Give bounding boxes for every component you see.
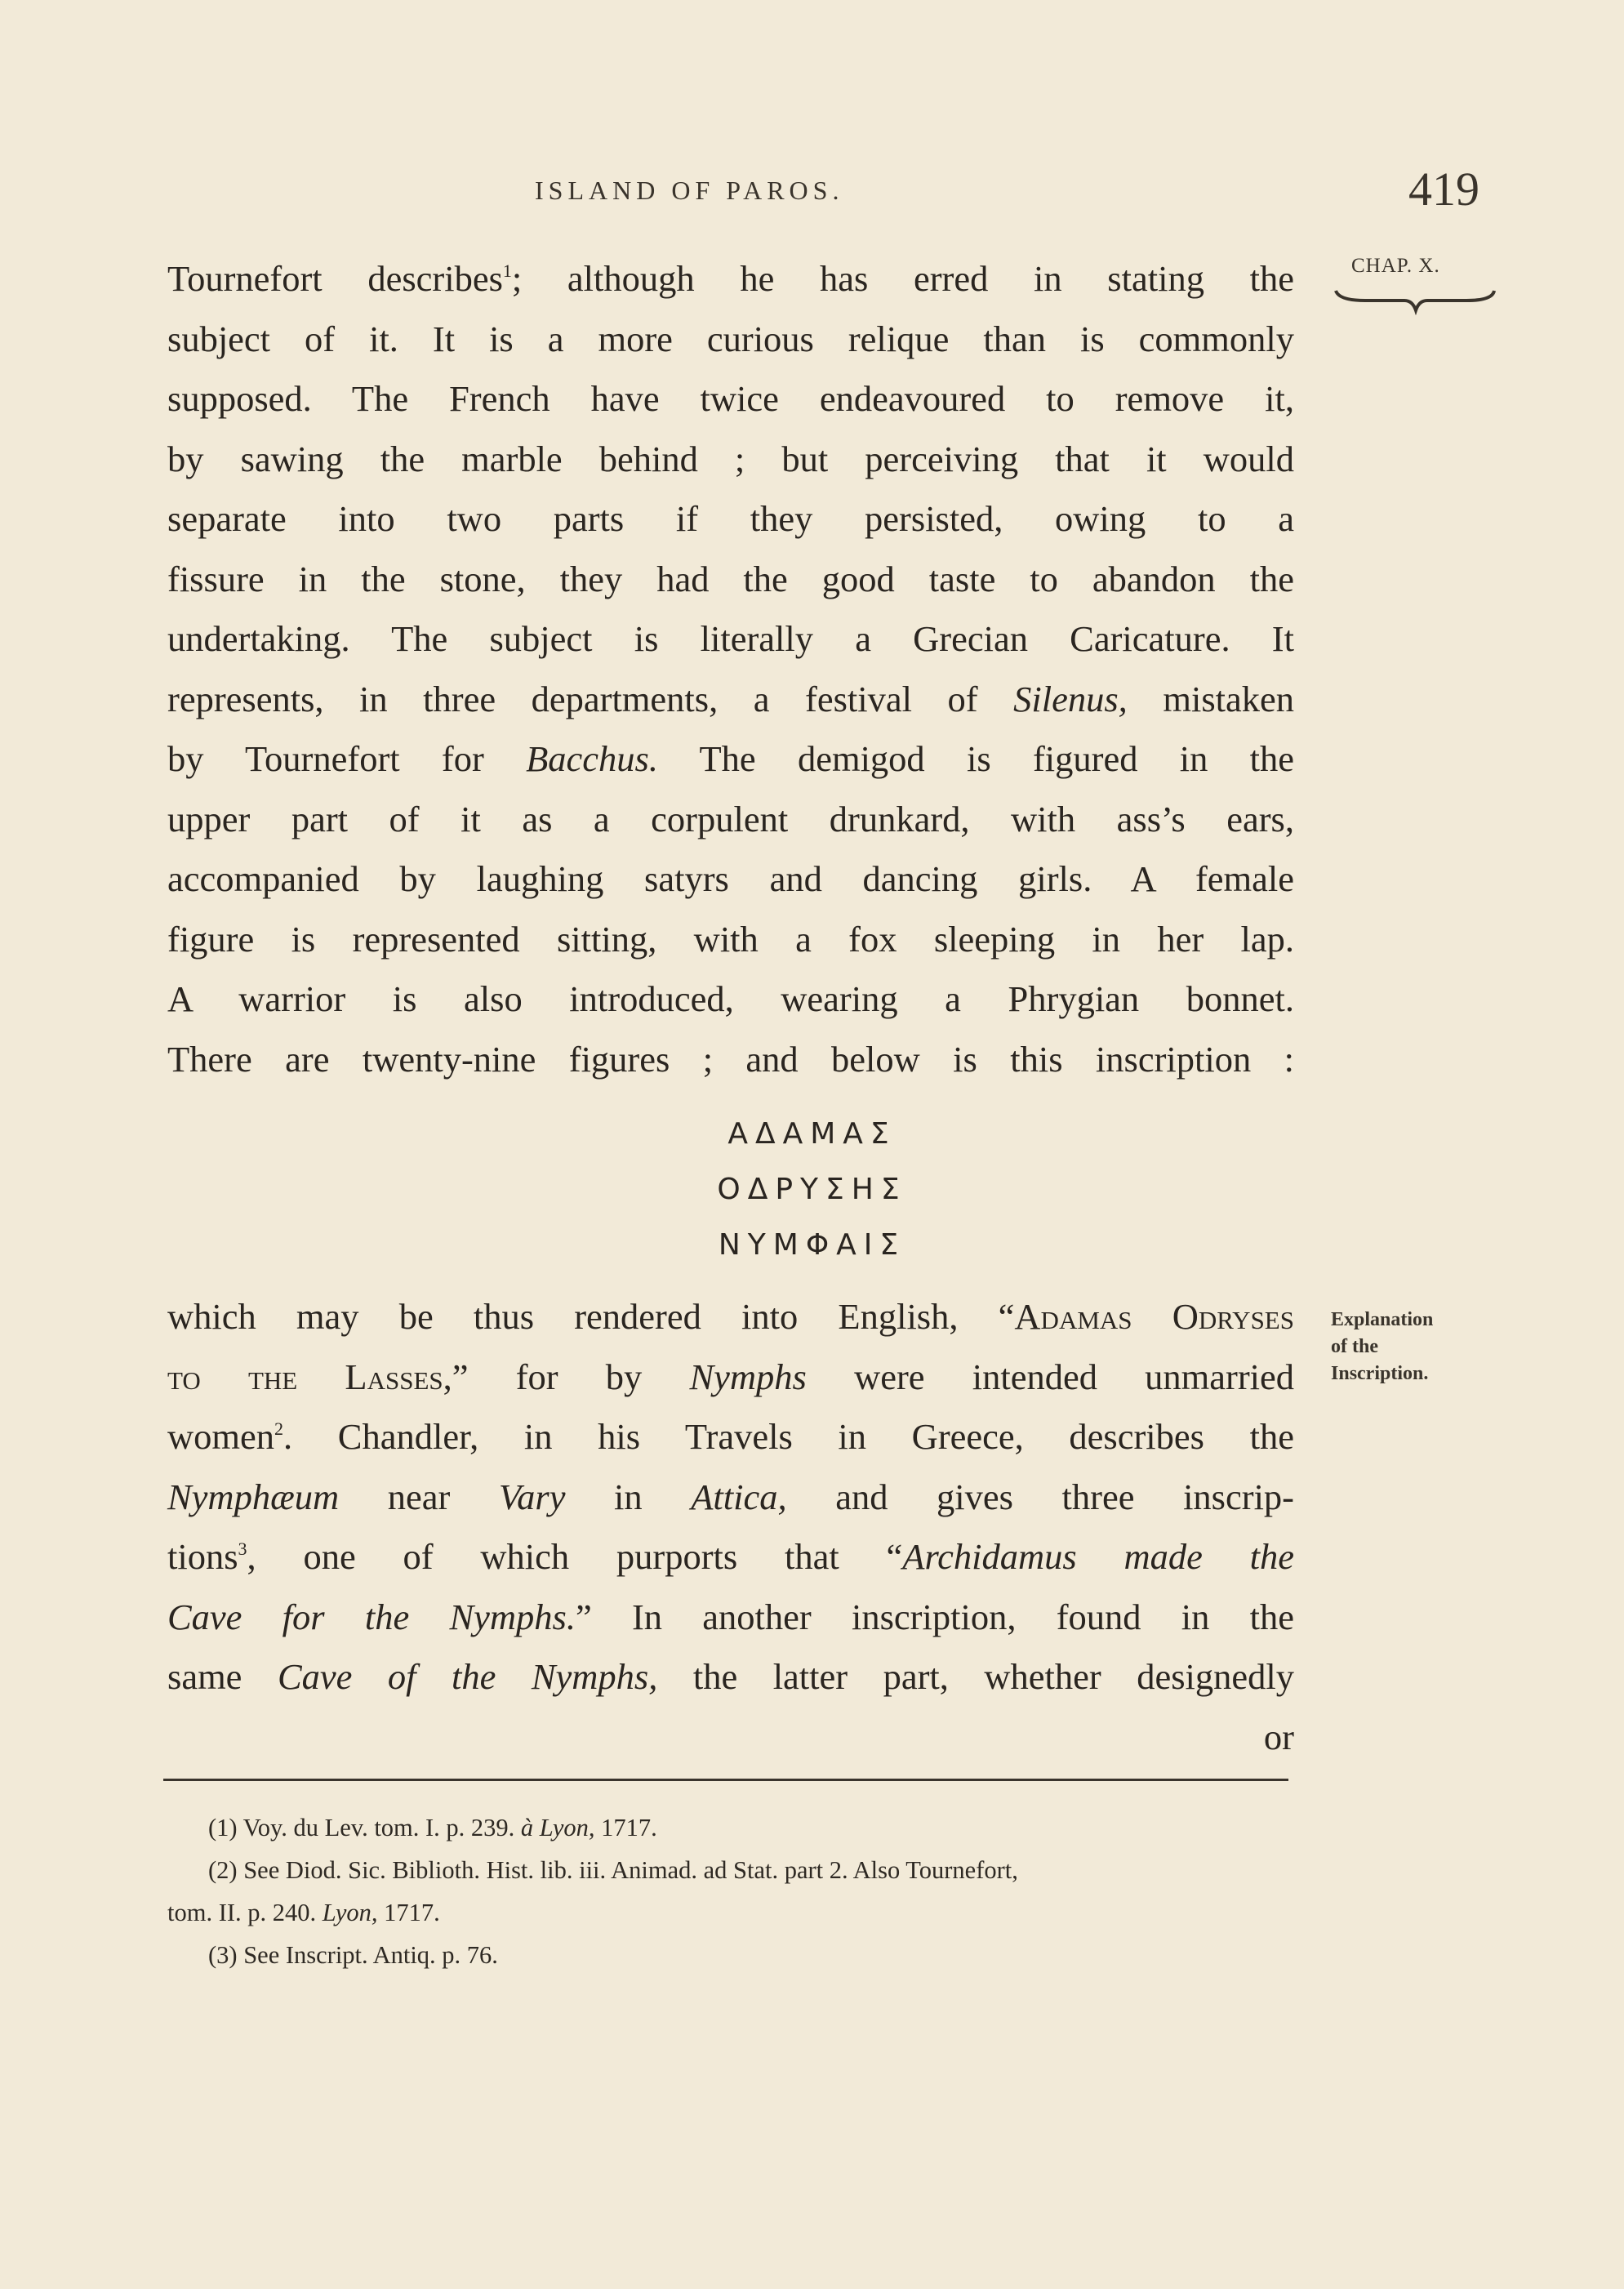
catchword: or [1263, 1716, 1294, 1757]
text-line: by sawing the marble behind ; but perceiving that it would [167, 438, 1294, 479]
footnote-2-continued: tom. II. p. 240. Lyon, 1717. [167, 1899, 440, 1926]
text-line: separate into two parts if they persisted, owing to a [167, 498, 1294, 539]
text-line: same Cave of the Nymphs, the latter part, whether designedly [167, 1656, 1294, 1697]
footnote-ref-1: 1 [502, 261, 512, 281]
text-line: undertaking. The subject is literally a Grecian Caricature. It [167, 618, 1294, 659]
brace-ornament [1333, 287, 1496, 315]
margin-note-line: Explanation [1331, 1309, 1434, 1330]
footnote-ref-3: 3 [238, 1539, 247, 1559]
text-line: upper part of it as a corpulent drunkard, with ass’s ears, [167, 798, 1294, 839]
footnotes [167, 1806, 1294, 1976]
footnote-1: (1) Voy. du Lev. tom. I. p. 239. à Lyon, 1717. [208, 1814, 657, 1841]
footnote-2: (2) See Diod. Sic. Biblioth. Hist. lib. iii. Animad. ad Stat. part 2. Also Tournefort, [208, 1856, 1018, 1884]
margin-note-line: Inscription. [1331, 1363, 1429, 1384]
text-line: A warrior is also introduced, wearing a Phrygian bonnet. [167, 978, 1294, 1019]
text-line: Cave for the Nymphs.” In another inscription, found in the [167, 1596, 1294, 1637]
text-line: accompanied by laughing satyrs and dancing girls. A female [167, 858, 1294, 899]
footnote-rule [163, 1779, 1288, 1781]
inscription-line-2: ΟΔΡΥΣΗΣ [717, 1173, 907, 1206]
text-line: by Tournefort for Bacchus. The demigod is figured in the [167, 738, 1294, 779]
text-line: tions$^3$, one of which purports that “Archidamus made the [167, 1536, 1295, 1577]
main-text-block-2 [167, 1287, 1294, 1767]
text-line: which may be thus rendered into English, “Adamas Odryses [167, 1296, 1294, 1337]
margin-chapter-label: CHAP. X. [1351, 255, 1440, 277]
main-text-block-1 [167, 249, 1294, 1089]
inscription-line-3: ΝΥΜΦΑΙΣ [718, 1228, 906, 1262]
text-line: subject of it. It is a more curious relique than is commonly [167, 318, 1294, 359]
text-line: supposed. The French have twice endeavoured to remove it, [167, 378, 1294, 419]
text-line: to the Lasses,” for by Nymphs were intended unmarried [167, 1356, 1294, 1397]
text-line: Nymphæum near Vary in Attica, and gives three inscrip- [167, 1476, 1294, 1517]
inscription-line-1: ΑΔΑΜΑΣ [727, 1117, 897, 1151]
text-line: fissure in the stone, they had the good taste to abandon the [167, 558, 1294, 599]
text-line: women$^2$. Chandler, in his Travels in Greece, describes the [167, 1416, 1294, 1457]
page-number: 419 [1408, 163, 1479, 216]
text-line: Tournefort describes$^1$; although he has erred in stating the [167, 258, 1294, 299]
margin-note [1331, 1307, 1433, 1387]
text-line: figure is represented sitting, with a fox sleeping in her lap. [167, 918, 1294, 960]
margin-note-line: of the [1331, 1336, 1378, 1357]
footnote-3: (3) See Inscript. Antiq. p. 76. [208, 1941, 498, 1969]
running-head: ISLAND OF PAROS. [535, 176, 844, 205]
text-line: There are twenty-nine figures ; and below is this inscription : [167, 1038, 1294, 1080]
footnote-ref-2: 2 [274, 1418, 284, 1439]
text-line: represents, in three departments, a festival of Silenus, mistaken [167, 678, 1294, 719]
